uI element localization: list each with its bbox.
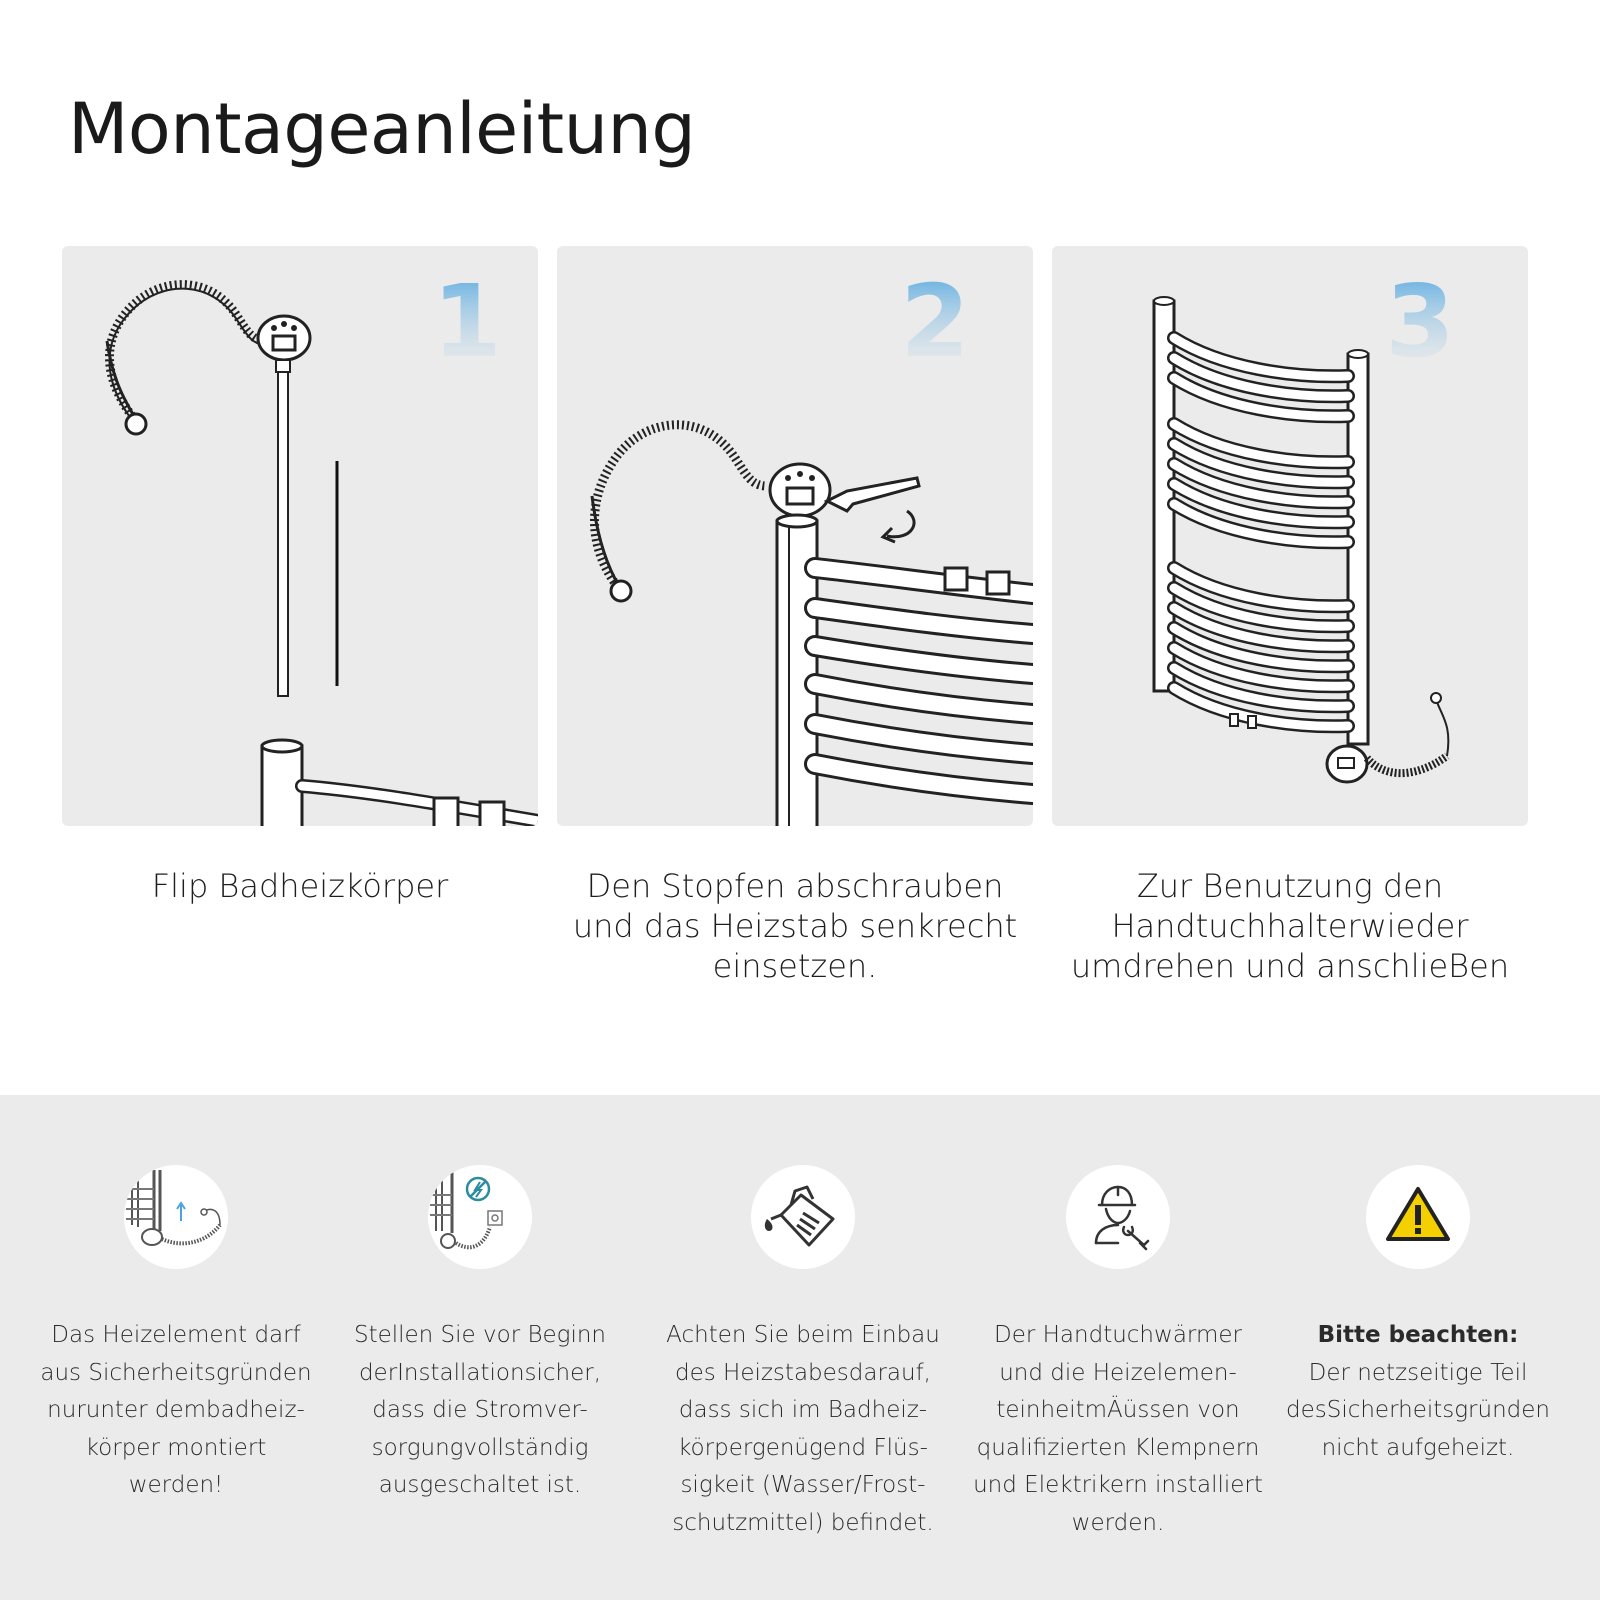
note-line: teinheitmÄüssen von bbox=[996, 1397, 1240, 1423]
note-line: Der netzseitige Teil bbox=[1308, 1359, 1528, 1386]
safety-note-text bbox=[653, 1317, 953, 1542]
note-line: des Heizstabesdarauf, bbox=[674, 1359, 931, 1386]
note-heading: Bitte beachten: bbox=[1317, 1322, 1519, 1348]
caption-line: Flip Badheizkörper bbox=[151, 867, 449, 905]
note-line: dass sich im Badheiz- bbox=[678, 1397, 928, 1423]
note-line: sigkeit (Wasser/Frost- bbox=[680, 1472, 926, 1498]
step-3-caption bbox=[1052, 866, 1528, 986]
step-number: 1 bbox=[432, 263, 502, 380]
note-line: qualifizierten Klempnern bbox=[976, 1434, 1260, 1461]
radiator-element-icon bbox=[124, 1165, 228, 1269]
note-line: nurunter dembadheiz- bbox=[47, 1397, 305, 1423]
page-title: Montageanleitung bbox=[68, 88, 696, 170]
step-number: 2 bbox=[900, 263, 970, 380]
caption-line: und das Heizstab senkrecht bbox=[572, 907, 1018, 945]
safety-note-text bbox=[1268, 1317, 1568, 1467]
note-line: dass die Stromver- bbox=[372, 1397, 588, 1423]
note-line: Stellen Sie vor Beginn bbox=[353, 1322, 607, 1348]
safety-note-text bbox=[330, 1317, 630, 1505]
note-line: und die Heizelemen- bbox=[999, 1359, 1237, 1386]
caption-line: umdrehen und anschlieBen bbox=[1070, 947, 1510, 985]
caption-line: Handtuchhalterwieder bbox=[1111, 907, 1469, 945]
caption-line: Zur Benutzung den bbox=[1136, 867, 1444, 905]
note-line: ausgeschaltet ist. bbox=[378, 1472, 582, 1498]
safety-note-text bbox=[26, 1317, 326, 1505]
safety-note bbox=[968, 1165, 1268, 1542]
fluid-canister-icon bbox=[751, 1165, 855, 1269]
safety-note bbox=[653, 1165, 953, 1542]
step-1-panel bbox=[62, 246, 538, 826]
step-3-panel bbox=[1052, 246, 1528, 826]
note-line: nicht aufgeheizt. bbox=[1321, 1434, 1515, 1461]
note-line: Achten Sie beim Einbau bbox=[666, 1322, 940, 1348]
caption-line: Den Stopfen abschrauben bbox=[586, 867, 1004, 905]
step-number: 3 bbox=[1385, 263, 1455, 380]
safety-note bbox=[1268, 1165, 1568, 1467]
note-line: Das Heizelement darf bbox=[51, 1322, 301, 1348]
note-line: sorgungvollständig bbox=[371, 1434, 589, 1461]
note-line: desSicherheitsgründen bbox=[1285, 1397, 1550, 1423]
technician-icon bbox=[1066, 1165, 1170, 1269]
note-line: Der Handtuchwärmer bbox=[994, 1322, 1242, 1348]
caption-line: einsetzen. bbox=[712, 947, 878, 985]
safety-note-text bbox=[968, 1317, 1268, 1542]
note-line: aus Sicherheitsgründen bbox=[40, 1359, 312, 1386]
note-line: körpergenügend Flüs- bbox=[678, 1434, 928, 1461]
heating-rod-removal-illustration bbox=[62, 246, 538, 826]
note-line: werden. bbox=[1071, 1509, 1165, 1536]
power-off-icon bbox=[428, 1165, 532, 1269]
wrench-insert-illustration bbox=[557, 246, 1033, 826]
note-line: und Elektrikern installiert bbox=[973, 1472, 1263, 1498]
note-line: werden! bbox=[128, 1472, 224, 1498]
step-2-caption bbox=[557, 866, 1033, 986]
warning-icon bbox=[1366, 1165, 1470, 1269]
note-line: körper montiert bbox=[85, 1434, 267, 1461]
safety-note bbox=[330, 1165, 630, 1505]
step-1-caption bbox=[62, 866, 538, 906]
towel-rail-illustration bbox=[1052, 246, 1528, 826]
note-line: schutzmittel) befindet. bbox=[672, 1509, 934, 1536]
note-line: derInstallationsicher, bbox=[358, 1359, 602, 1386]
step-2-panel bbox=[557, 246, 1033, 826]
safety-notes-section bbox=[0, 1095, 1600, 1600]
safety-note bbox=[26, 1165, 326, 1505]
